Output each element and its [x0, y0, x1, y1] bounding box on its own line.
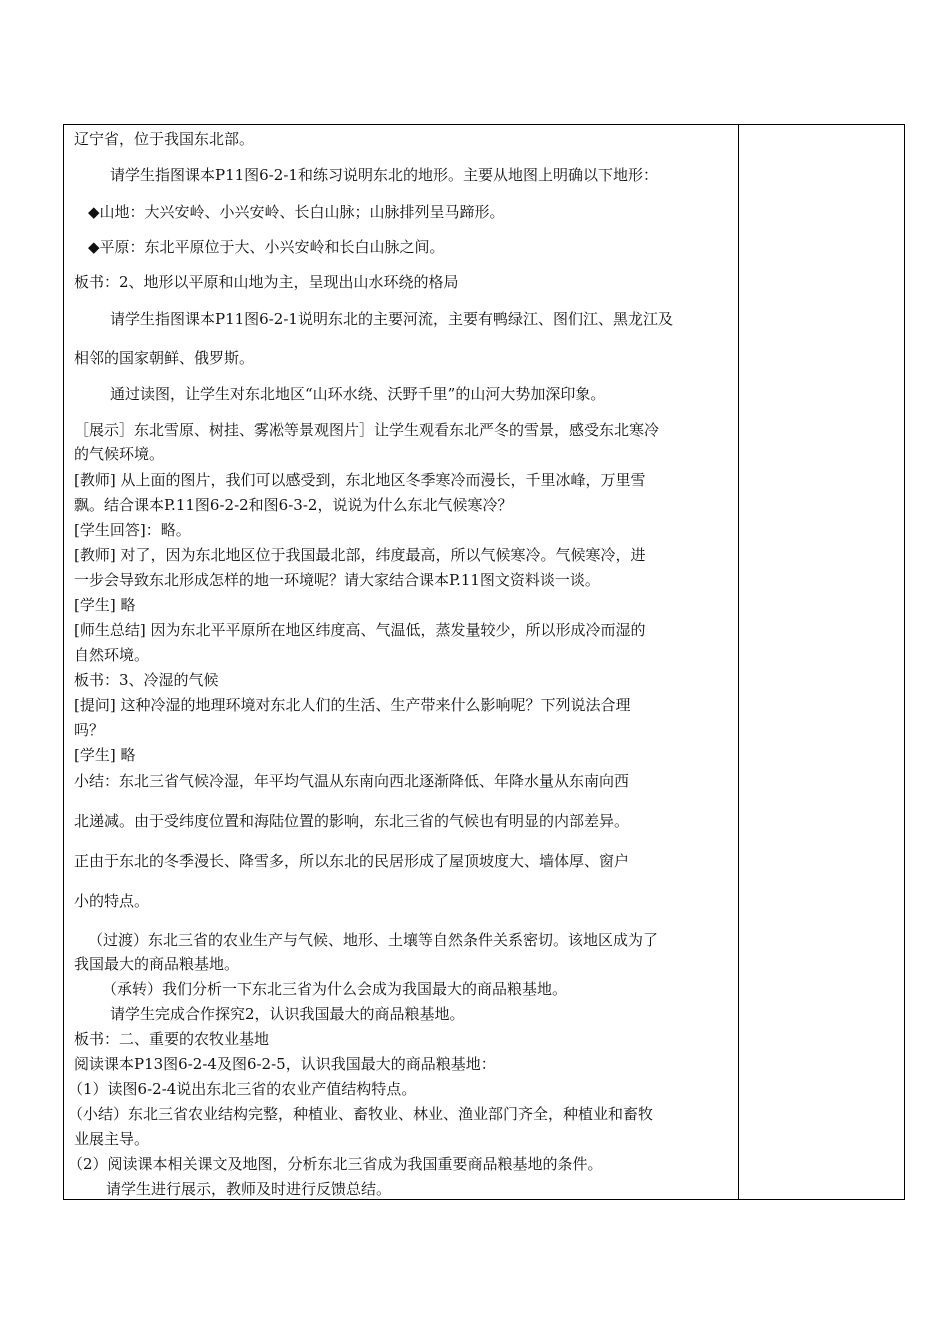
- text-line: 北递减。由于受纬度位置和海陆位置的影响，东北三省的气候也有明显的内部差异。: [74, 812, 630, 830]
- text-line: 一步会导致东北形成怎样的地一环境呢？请大家结合课本P.11图文资料谈一谈。: [74, 571, 600, 589]
- text-line: 小结：东北三省气候冷湿，年平均气温从东南向西北逐渐降低、年降水量从东南向西: [74, 772, 630, 790]
- text-line: [教师] 从上面的图片，我们可以感受到，东北地区冬季寒冷而漫长，千里冰峰，万里雪: [74, 471, 646, 489]
- text-line: ◆山地：大兴安岭、小兴安岭、长白山脉；山脉排列呈马蹄形。: [88, 203, 505, 221]
- text-line: 板书：3、冷湿的气候: [74, 671, 219, 689]
- text-line: 正由于东北的冬季漫长、降雪多，所以东北的民居形成了屋顶坡度大、墙体厚、窗户: [74, 852, 630, 870]
- text-line: 我国最大的商品粮基地。: [74, 955, 240, 973]
- text-line: 板书：2、地形以平原和山地为主，呈现出山水环绕的格局: [74, 273, 459, 291]
- text-line: 请学生进行展示，教师及时进行反馈总结。: [106, 1180, 392, 1198]
- text-line: 飘。结合课本P.11图6-2-2和图6-3-2，说说为什么东北气候寒冷？: [74, 496, 513, 514]
- text-line: 辽宁省，位于我国东北部。: [74, 130, 255, 148]
- text-line: [提问] 这种冷湿的地理环境对东北人们的生活、生产带来什么影响呢？下列说法合理: [74, 696, 631, 714]
- text-line: （1）读图6-2-4说出东北三省的农业产值结构特点。: [68, 1080, 417, 1098]
- text-line: 请学生完成合作探究2，认识我国最大的商品粮基地。: [110, 1005, 465, 1023]
- text-line: 板书：二、重要的农牧业基地: [74, 1030, 270, 1048]
- text-line: 相邻的国家朝鲜、俄罗斯。: [74, 349, 255, 367]
- column-divider: [738, 125, 739, 1199]
- text-line: 吗？: [74, 721, 105, 739]
- text-line: 请学生指图课本P11图6-2-1说明东北的主要河流，主要有鸭绿江、图们江、黑龙江及: [110, 310, 673, 328]
- text-line: 请学生指图课本P11图6-2-1和练习说明东北的地形。主要从地图上明确以下地形：: [110, 166, 658, 184]
- text-line: （小结）东北三省农业结构完整，种植业、畜牧业、林业、渔业部门齐全，种植业和畜牧: [68, 1105, 654, 1123]
- lesson-plan-table: [63, 124, 905, 1200]
- text-line: [师生总结] 因为东北平平原所在地区纬度高、气温低，蒸发量较少，所以形成冷而湿的: [74, 621, 646, 639]
- text-line: [学生回答]：略。: [74, 521, 191, 539]
- text-line: 业展主导。: [74, 1130, 150, 1148]
- text-line: [学生] 略: [74, 596, 136, 614]
- text-line: （承转）我们分析一下东北三省为什么会成为我国最大的商品粮基地。: [102, 980, 568, 998]
- text-line: 的气候环境。: [74, 445, 165, 463]
- text-line: [教师] 对了，因为东北地区位于我国最北部，纬度最高，所以气候寒冷。气候寒冷，进: [74, 546, 646, 564]
- text-line: 自然环境。: [74, 646, 150, 664]
- text-line: （2）阅读课本相关课文及地图，分析东北三省成为我国重要商品粮基地的条件。: [68, 1155, 603, 1173]
- text-line: ◆平原：东北平原位于大、小兴安岭和长白山脉之间。: [88, 238, 445, 256]
- text-line: 小的特点。: [74, 892, 150, 910]
- text-line: [学生] 略: [74, 746, 136, 764]
- text-line: ［展示］东北雪原、树挂、雾凇等景观图片］让学生观看东北严冬的雪景，感受东北寒冷: [74, 421, 660, 439]
- text-line: 阅读课本P13图6-2-4及图6-2-5，认识我国最大的商品粮基地：: [74, 1055, 496, 1073]
- text-line: 通过读图，让学生对东北地区“山环水绕、沃野千里”的山河大势加深印象。: [110, 385, 606, 403]
- text-line: （过渡）东北三省的农业生产与气候、地形、土壤等自然条件关系密切。该地区成为了: [88, 931, 659, 949]
